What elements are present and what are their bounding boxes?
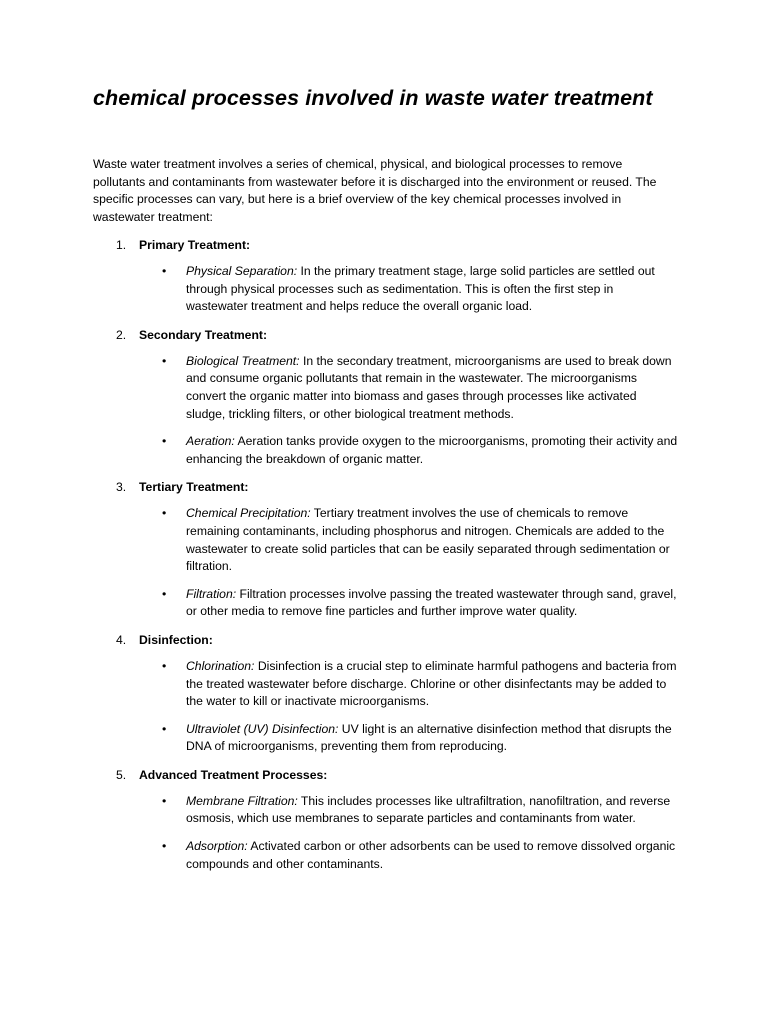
bullet-icon: • [162,586,167,601]
section-number: 4. [116,632,127,647]
section-number: 3. [116,480,127,495]
section-number: 5. [116,767,127,782]
list-item-text [186,433,678,468]
list-item-text [186,353,678,423]
bullet-icon: • [162,264,167,278]
section-title: Primary Treatment: [139,238,251,252]
list-item [0,505,768,575]
list-item-text [186,586,678,621]
intro-paragraph: Waste water treatment involves a series of chemical, physical, and biological processes to remove pollutants and contaminants from wastewater before it is discharged into the environment or reused. The specific processes can vary, but here is a brief overview of the key chemical processes involved in wastewater treatment: [93,157,657,224]
item-label: Ultraviolet (UV) Disinfection: [186,721,339,736]
list-item-text [186,838,678,873]
item-body: This includes processes like ultrafiltration, nanofiltration, and reverse osmosis, which use membranes to separate particles and contaminants from water. [186,793,671,826]
list-item [0,433,768,468]
bullet-list [0,263,768,316]
bullet-list [0,658,768,756]
list-item [0,263,768,316]
item-body: In the secondary treatment, microorganisms are used to break down and consume organic pollutants that remain in the wastewater. The microorganisms convert the organic matter into biomass and gases through processes like activated sludge, trickling filters, or other biological treatment methods. [186,353,672,421]
bullet-icon: • [162,793,167,808]
section-heading [0,478,768,496]
item-body: Aeration tanks provide oxygen to the microorganisms, promoting their activity and enhancing the breakdown of organic matter. [186,434,678,466]
list-item [0,721,768,756]
item-label: Aeration: [186,434,235,449]
item-label: Membrane Filtration: [186,793,298,808]
list-item-text [186,721,678,756]
list-item [0,586,768,621]
section-title: Advanced Treatment Processes: [139,767,328,782]
section-list [0,236,768,883]
list-item [0,838,768,873]
section-title: Disinfection: [139,632,213,647]
section [0,631,768,756]
bullet-icon: • [162,434,167,449]
bullet-icon: • [162,839,167,854]
list-item-text [186,793,678,828]
section-number: 2. [116,327,127,342]
section [0,326,768,469]
bullet-icon: • [162,506,167,521]
section-heading [0,236,768,254]
list-item-text [186,263,678,316]
bullet-list [0,353,768,469]
item-label: Chemical Precipitation: [186,506,311,521]
bullet-icon: • [162,721,167,736]
section-title: Secondary Treatment: [139,327,268,342]
section-heading [0,326,768,344]
item-body: UV light is an alternative disinfection method that disrupts the DNA of microorganisms, preventing them from reproducing. [186,721,672,754]
item-label: Filtration: [186,586,237,601]
item-body: Disinfection is a crucial step to eliminate harmful pathogens and bacteria from the treated wastewater before discharge. Chlorine or other disinfectants may be added to the water to kill or inactivate microorganisms. [186,658,677,709]
item-label: Physical Separation: [186,264,298,278]
section-heading [0,631,768,649]
list-item [0,793,768,828]
item-body: In the primary treatment stage, large solid particles are settled out through physical processes such as sedimentation. This is often the first step in wastewater treatment and helps reduce the overall organic load. [186,264,655,314]
section-number: 1. [116,238,127,252]
section [0,478,768,621]
bullet-icon: • [162,353,167,368]
item-body: Filtration processes involve passing the treated wastewater through sand, gravel, or other media to remove fine particles and further improve water quality. [186,586,677,619]
section [0,236,768,316]
bullet-list [0,793,768,873]
item-label: Chlorination: [186,658,255,673]
list-item [0,658,768,711]
list-item [0,353,768,423]
bullet-list [0,505,768,621]
item-body: Tertiary treatment involves the use of chemicals to remove remaining contaminants, including phosphorus and nitrogen. Chemicals are added to the wastewater to create solid particles that can be easily separated through sedimentation or filtration. [186,506,670,574]
item-label: Biological Treatment: [186,353,300,368]
section [0,766,768,873]
item-label: Adsorption: [186,839,248,854]
section-title: Tertiary Treatment: [139,480,249,495]
bullet-icon: • [162,658,167,673]
section-heading [0,766,768,784]
document-title: chemical processes involved in waste water treatment [93,86,653,110]
item-body: Activated carbon or other adsorbents can be used to remove dissolved organic compounds and other contaminants. [186,839,676,871]
list-item-text [186,505,678,575]
list-item-text [186,658,678,711]
